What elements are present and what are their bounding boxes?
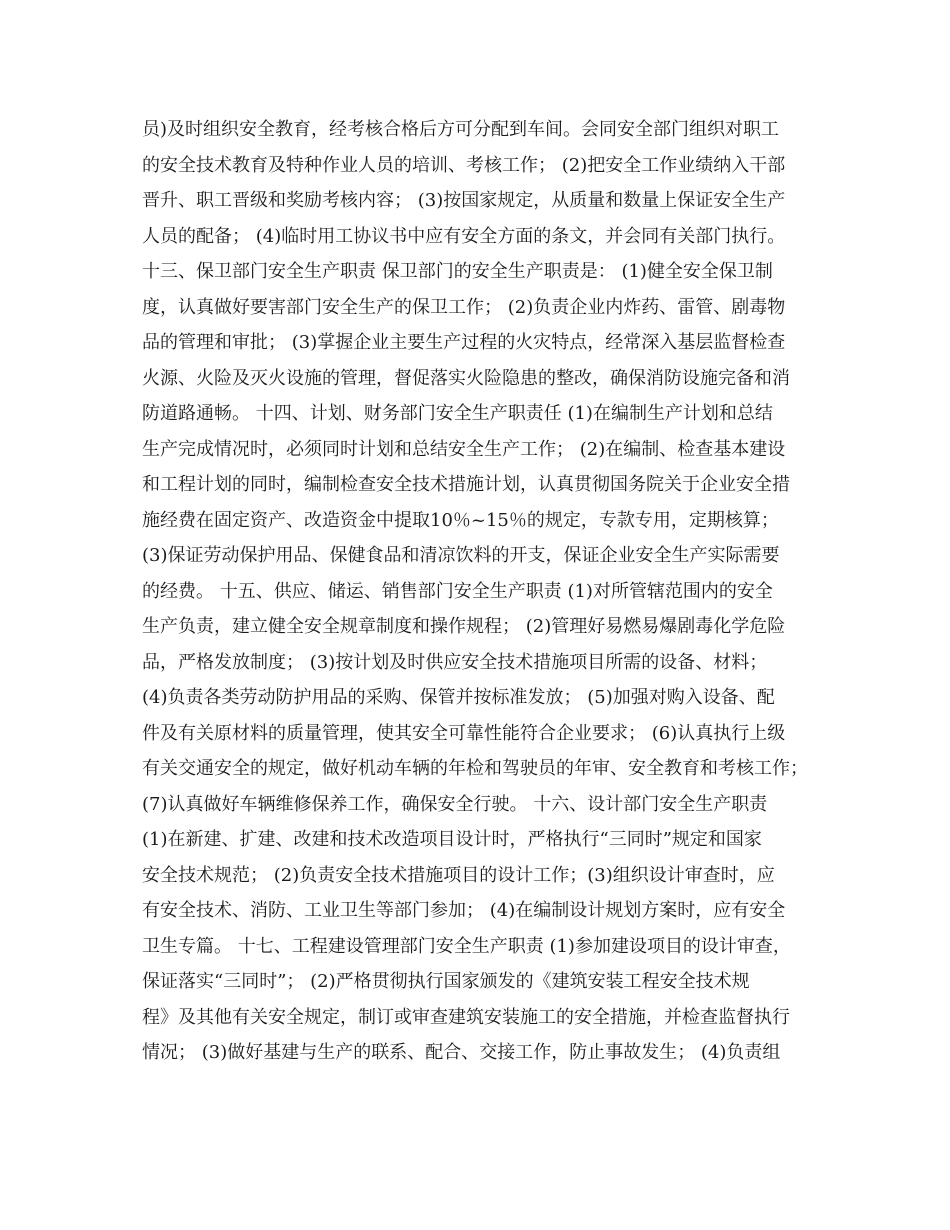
- text-line: 程》及其他有关安全规定，制订或审查建筑安装施工的安全措施，并检查监督执行: [142, 1006, 790, 1028]
- text-line: 和工程计划的同时，编制检查安全技术措施计划，认真贯彻国务院关于企业安全措: [142, 474, 790, 495]
- text-line: 品，严格发放制度； (3)按计划及时供应安全技术措施项目所需的设备、材料；: [142, 651, 768, 673]
- text-line: 安全技术规范； (2)负责安全技术措施项目的设计工作；(3)组织设计审查时，应: [142, 864, 775, 886]
- text-line: (3)保证劳动保护用品、保健食品和清凉饮料的开支，保证企业安全生产实际需要: [142, 545, 780, 566]
- text-line: 有安全技术、消防、工业卫生等部门参加； (4)在编制设计规划方案时，应有安全: [142, 900, 786, 921]
- text-line: 的经费。 十五、供应、储运、销售部门安全生产职责 (1)对所管辖范围内的安全: [142, 580, 773, 602]
- text-line: 晋升、职工晋级和奖励考核内容； (3)按国家规定，从质量和数量上保证安全生产: [142, 190, 786, 211]
- text-line: 保证落实“三同时”； (2)严格贯彻执行国家颁发的《建筑安装工程安全技术规: [142, 971, 750, 992]
- text-line: 情况； (3)做好基建与生产的联系、配合、交接工作，防止事故发生； (4)负责组: [142, 1042, 781, 1063]
- body-text: [142, 112, 814, 1071]
- text-line: 员)及时组织安全教育，经考核合格后方可分配到车间。会同安全部门组织对职工: [142, 119, 780, 140]
- text-line: 十三、保卫部门安全生产职责 保卫部门的安全生产职责是： (1)健全安全保卫制: [142, 261, 773, 282]
- text-line: 生产负责，建立健全安全规章制度和操作规程； (2)管理好易燃易爆剧毒化学危险: [142, 616, 786, 637]
- text-line: 防道路通畅。 十四、计划、财务部门安全生产职责任 (1)在编制生产计划和总结: [142, 403, 773, 424]
- text-line: (7)认真做好车辆维修保养工作，确保安全行驶。 十六、设计部门安全生产职责: [142, 793, 768, 815]
- text-line: 有关交通安全的规定，做好机动车辆的年检和驾驶员的年审、安全教育和考核工作；: [142, 758, 808, 779]
- text-line: 件及有关原材料的质量管理，使其安全可靠性能符合企业要求； (6)认真执行上级: [142, 722, 786, 744]
- text-line: (1)在新建、扩建、改建和技术改造项目设计时，严格执行“三同时”规定和国家: [142, 829, 762, 850]
- text-line: 卫生专篇。 十七、工程建设管理部门安全生产职责 (1)参加建设项目的设计审查，: [142, 935, 791, 957]
- text-line: 施经费在固定资产、改造资金中提取10％~15％的规定，专款专用，定期核算；: [142, 509, 779, 531]
- text-line: 度，认真做好要害部门安全生产的保卫工作； (2)负责企业内炸药、雷管、剧毒物: [142, 296, 786, 318]
- text-line: (4)负责各类劳动防护用品的采购、保管并按标准发放； (5)加强对购入设备、配: [142, 687, 775, 708]
- text-line: 的安全技术教育及特种作业人员的培训、考核工作； (2)把安全工作业绩纳入干部: [142, 154, 786, 176]
- text-line: 火源、火险及灭火设施的管理，督促落实火险隐患的整改，确保消防设施完备和消: [142, 367, 790, 389]
- text-line: 品的管理和审批； (3)掌握企业主要生产过程的火灾特点，经常深入基层监督检查: [142, 332, 786, 353]
- text-line: 生产完成情况时，必须同时计划和总结安全生产工作； (2)在编制、检查基本建设: [142, 438, 786, 460]
- text-line: 人员的配备； (4)临时用工协议书中应有安全方面的条文，并会同有关部门执行。: [142, 225, 786, 247]
